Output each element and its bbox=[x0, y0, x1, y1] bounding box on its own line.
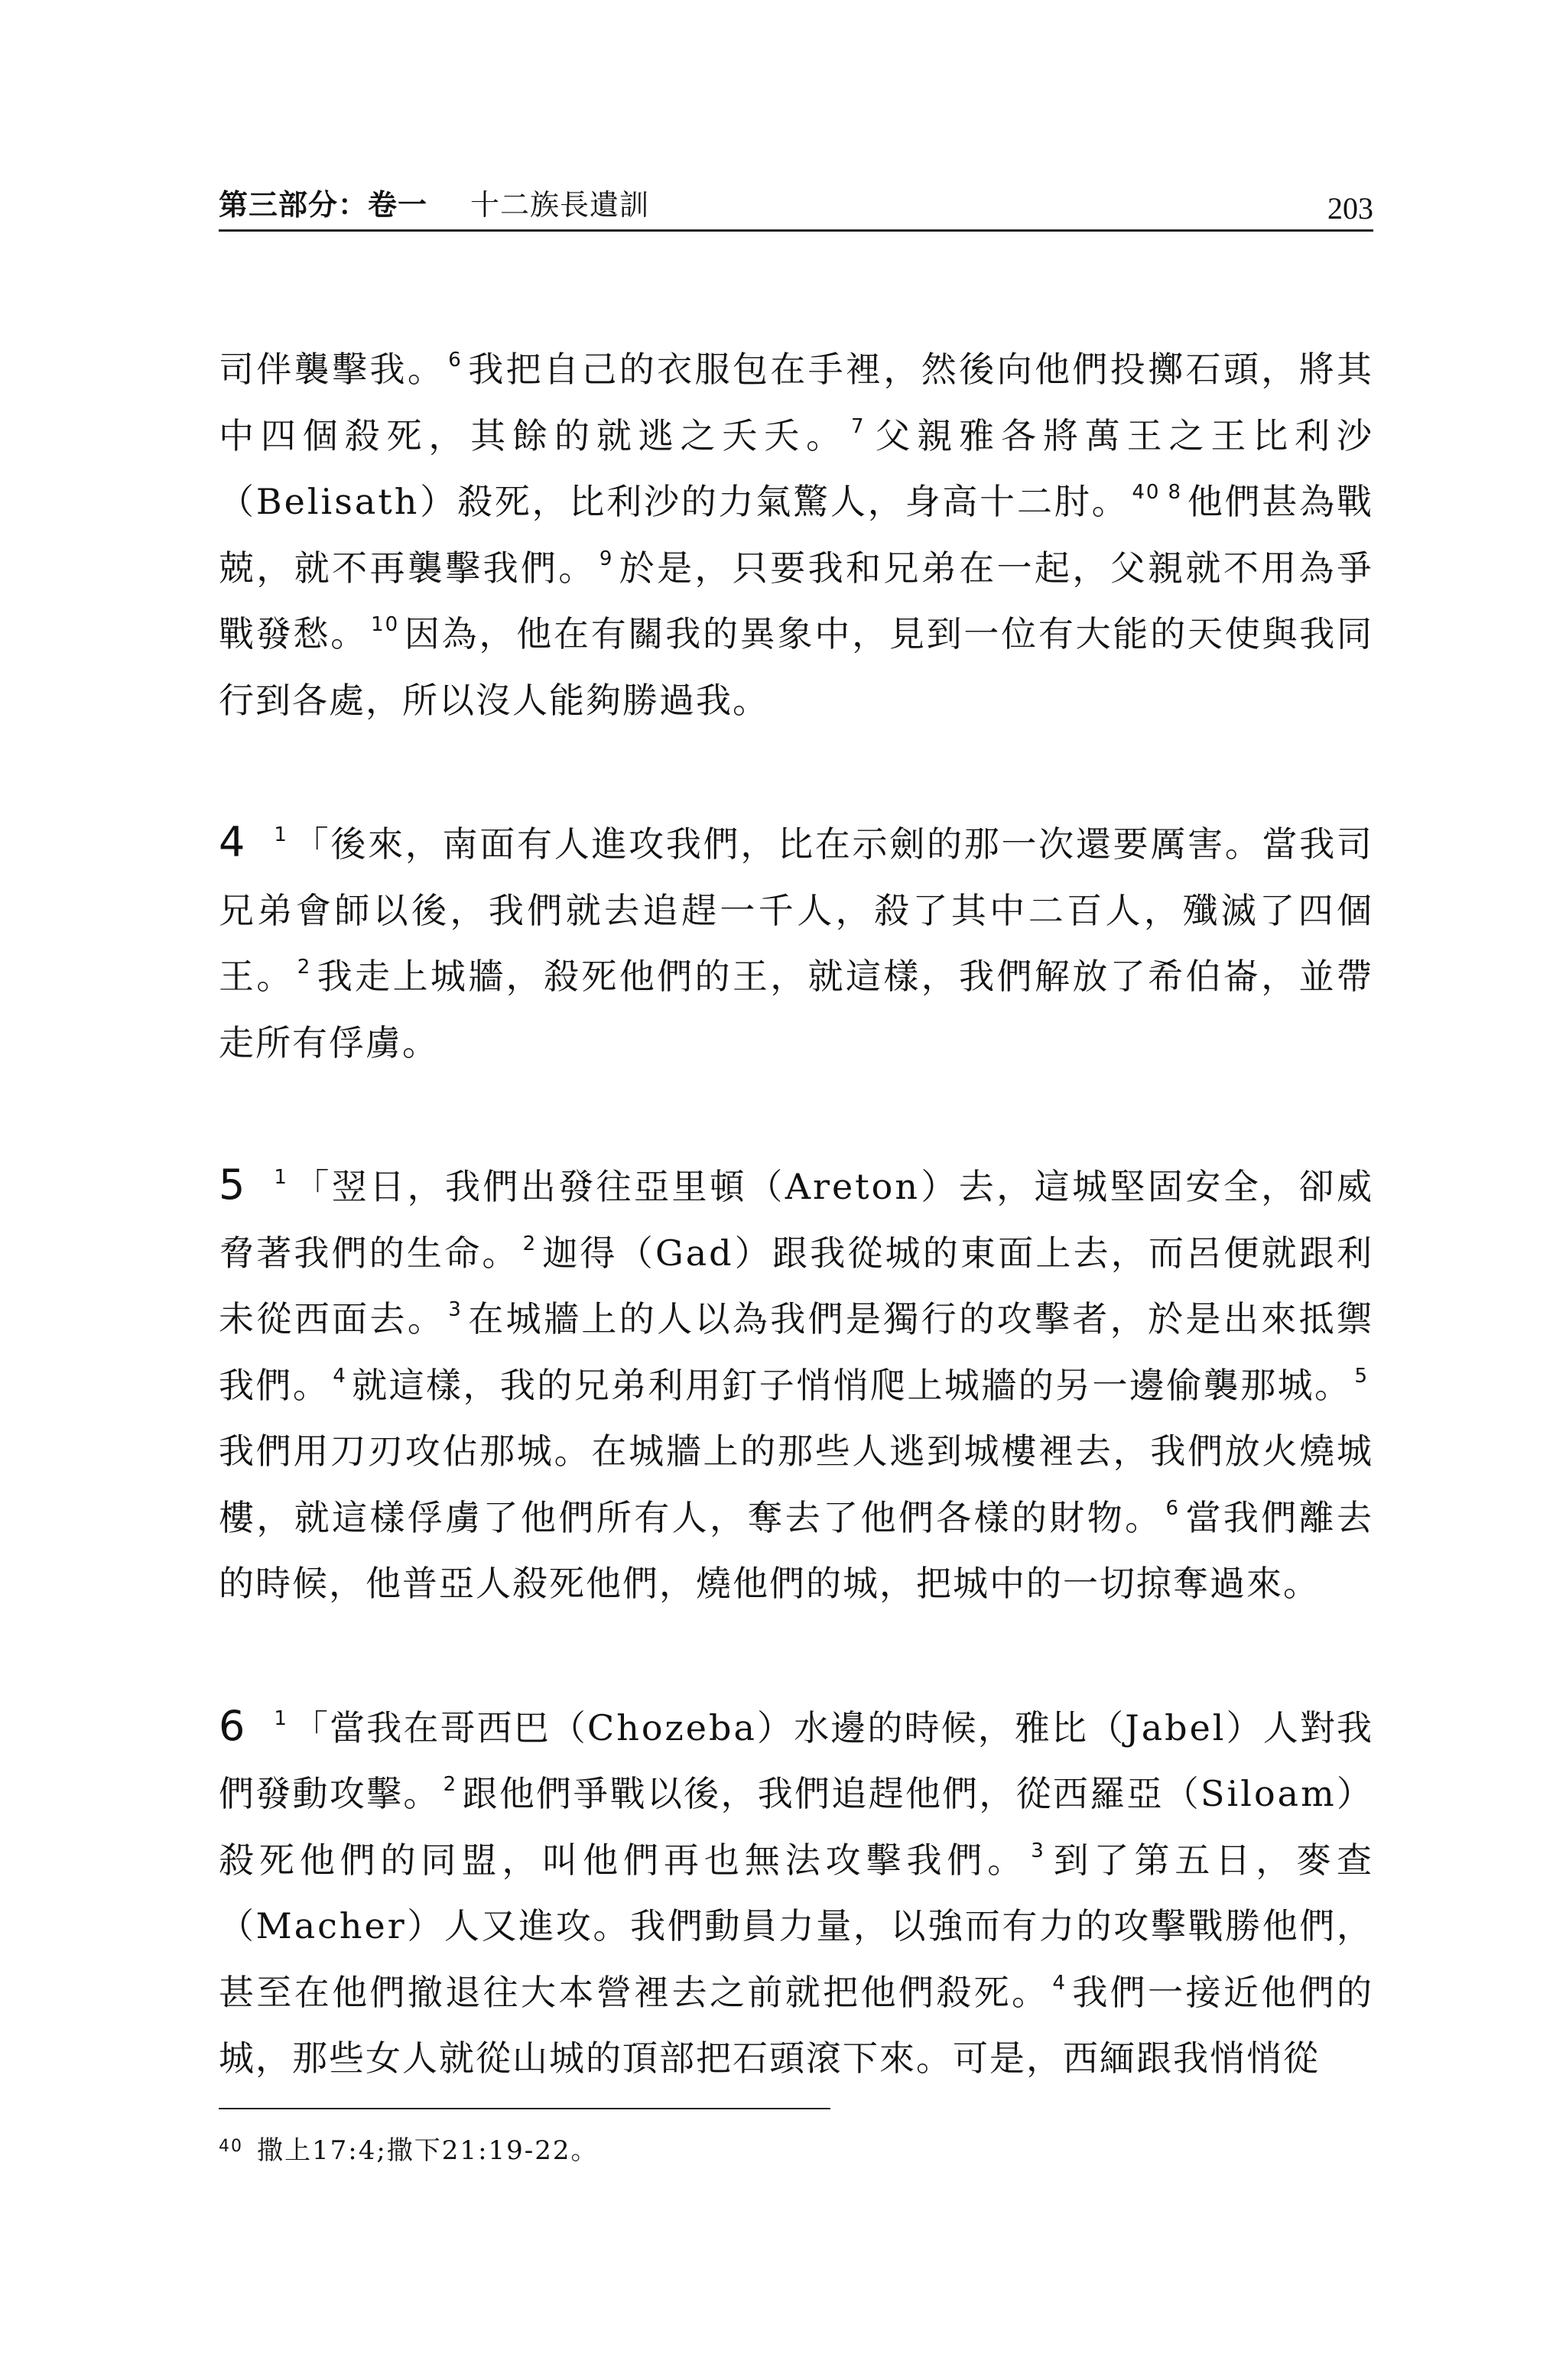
text-run: 我把自己的衣服包在手裡，然後向他們投擲石頭，將其中四個殺死，其餘的就逃之夭夭。 bbox=[219, 349, 1374, 456]
text-run: 迦得（ bbox=[541, 1232, 655, 1274]
verse-number: 3 bbox=[448, 1298, 463, 1321]
text-run: 司伴襲擊我。 bbox=[219, 349, 446, 390]
footnote-text: 撒上17:4;撒下21:19-22。 bbox=[257, 2135, 599, 2166]
verse-number: 1 bbox=[274, 1706, 288, 1730]
latin-name: Gad bbox=[655, 1232, 734, 1274]
verse-number: 7 bbox=[851, 414, 866, 438]
latin-name: Belisath bbox=[255, 481, 420, 522]
verse-number: 9 bbox=[599, 547, 614, 570]
verse-number: 4 bbox=[333, 1364, 347, 1388]
paragraph-chapter-5 bbox=[219, 1152, 1373, 1617]
text-run: 我們用刀刃攻佔那城。在城牆上的那些人逃到城樓裡去，我們放火燒城樓，就這樣俘虜了他們所有人，奪去了他們各樣的財物。 bbox=[219, 1430, 1373, 1538]
chapter-number: 4 bbox=[219, 818, 247, 866]
text-run: 「翌日，我們出發往亞里頓（ bbox=[292, 1166, 785, 1207]
paragraph-chapter-6 bbox=[219, 1693, 1373, 2092]
paragraph-chapter-4 bbox=[219, 810, 1373, 1076]
text-run: 就這樣，我的兄弟利用釘子悄悄爬上城牆的另一邊偷襲那城。 bbox=[351, 1364, 1352, 1406]
verse-number: 10 bbox=[371, 613, 400, 636]
text-run: 當我們離去的時候，他普亞人殺死他們，燒他們的城，把城中的一切掠奪過來。 bbox=[219, 1496, 1374, 1604]
latin-name: Macher bbox=[255, 1905, 407, 1947]
header-section: 第三部分：卷一 bbox=[219, 188, 428, 222]
latin-name: Chozeba bbox=[587, 1706, 757, 1748]
footnote bbox=[219, 2128, 599, 2170]
latin-name: Areton bbox=[785, 1166, 920, 1207]
text-run: ）殺死，比利沙的力氣驚人，身高十二肘。 bbox=[419, 481, 1129, 522]
verse-number: 6 bbox=[1165, 1496, 1181, 1520]
text-run: ）人對我們發動攻擊。 bbox=[219, 1706, 1374, 1814]
verse-number: 1 bbox=[274, 1166, 288, 1189]
chapter-number: 5 bbox=[219, 1161, 247, 1209]
header-book-title: 十二族長遺訓 bbox=[470, 188, 650, 222]
text-run: 跟他們爭戰以後，我們追趕他們，從西羅亞（ bbox=[462, 1773, 1201, 1814]
verse-number: 6 bbox=[448, 349, 463, 372]
latin-name: Jabel bbox=[1125, 1706, 1226, 1748]
page-number: 203 bbox=[1327, 191, 1373, 226]
text-run: ）水邊的時候，雅比（ bbox=[756, 1706, 1126, 1748]
text-run: 於是，只要我和兄弟在一起，父親就不用為爭戰發愁。 bbox=[219, 547, 1374, 654]
verse-number: 2 bbox=[522, 1232, 538, 1255]
text-run: ）人又進攻。我們動員力量，以強而有力的攻擊戰勝他們，甚至在他們撤退往大本營裡去之前就把他們殺死。 bbox=[219, 1905, 1374, 2013]
verse-number: 3 bbox=[1031, 1839, 1045, 1862]
text-run: ）殺死他們的同盟，叫他們再也無法攻擊我們。 bbox=[219, 1773, 1374, 1881]
verse-number: 1 bbox=[274, 823, 288, 846]
text-run: 「當我在哥西巴（ bbox=[292, 1706, 588, 1748]
verse-number: 8 bbox=[1168, 481, 1183, 504]
verse-number: 4 bbox=[1052, 1971, 1067, 1995]
footnote-divider bbox=[219, 2108, 830, 2109]
text-run: 因為，他在有關我的異象中，見到一位有大能的天使與我同行到各處，所以沒人能夠勝過我。 bbox=[219, 613, 1374, 721]
chapter-number: 6 bbox=[219, 1701, 247, 1750]
verse-number: 2 bbox=[297, 956, 312, 979]
footnote-ref[interactable]: 40 bbox=[1132, 481, 1161, 504]
text-run: 我走上城牆，殺死他們的王，就這樣，我們解放了希伯崙，並帶走所有俘虜。 bbox=[219, 956, 1374, 1063]
verse-number: 5 bbox=[1354, 1364, 1369, 1388]
text-run: 父親雅各將萬王之王比利沙（ bbox=[219, 414, 1374, 522]
text-run: ）去，這城堅固安全，卻威脅著我們的生命。 bbox=[219, 1166, 1374, 1274]
text-run: 「後來，南面有人進攻我們，比在示劍的那一次還要厲害。當我司兄弟會師以後，我們就去追趕一千人，殺了其中二百人，殲滅了四個王。 bbox=[219, 823, 1373, 997]
latin-name: Siloam bbox=[1200, 1773, 1337, 1814]
paragraph-chapter-3-end bbox=[219, 336, 1373, 733]
running-header bbox=[219, 182, 1373, 232]
text-run: ）跟我從城的東面上去，而呂便就跟利未從西面去。 bbox=[219, 1232, 1374, 1339]
text-run: 在城牆上的人以為我們是獨行的攻擊者，於是出來抵禦我們。 bbox=[219, 1298, 1374, 1406]
main-text bbox=[219, 336, 1373, 2092]
text-run: 到了第五日，麥查（ bbox=[219, 1839, 1374, 1947]
verse-number: 2 bbox=[443, 1773, 458, 1796]
text-run: 我們一接近他們的城，那些女人就從山城的頂部把石頭滾下來。可是，西緬跟我悄悄從 bbox=[219, 1971, 1374, 2079]
header-title bbox=[219, 181, 649, 223]
footnote-mark: 40 bbox=[219, 2137, 243, 2156]
text-run: 他們甚為戰兢，就不再襲擊我們。 bbox=[219, 481, 1374, 589]
